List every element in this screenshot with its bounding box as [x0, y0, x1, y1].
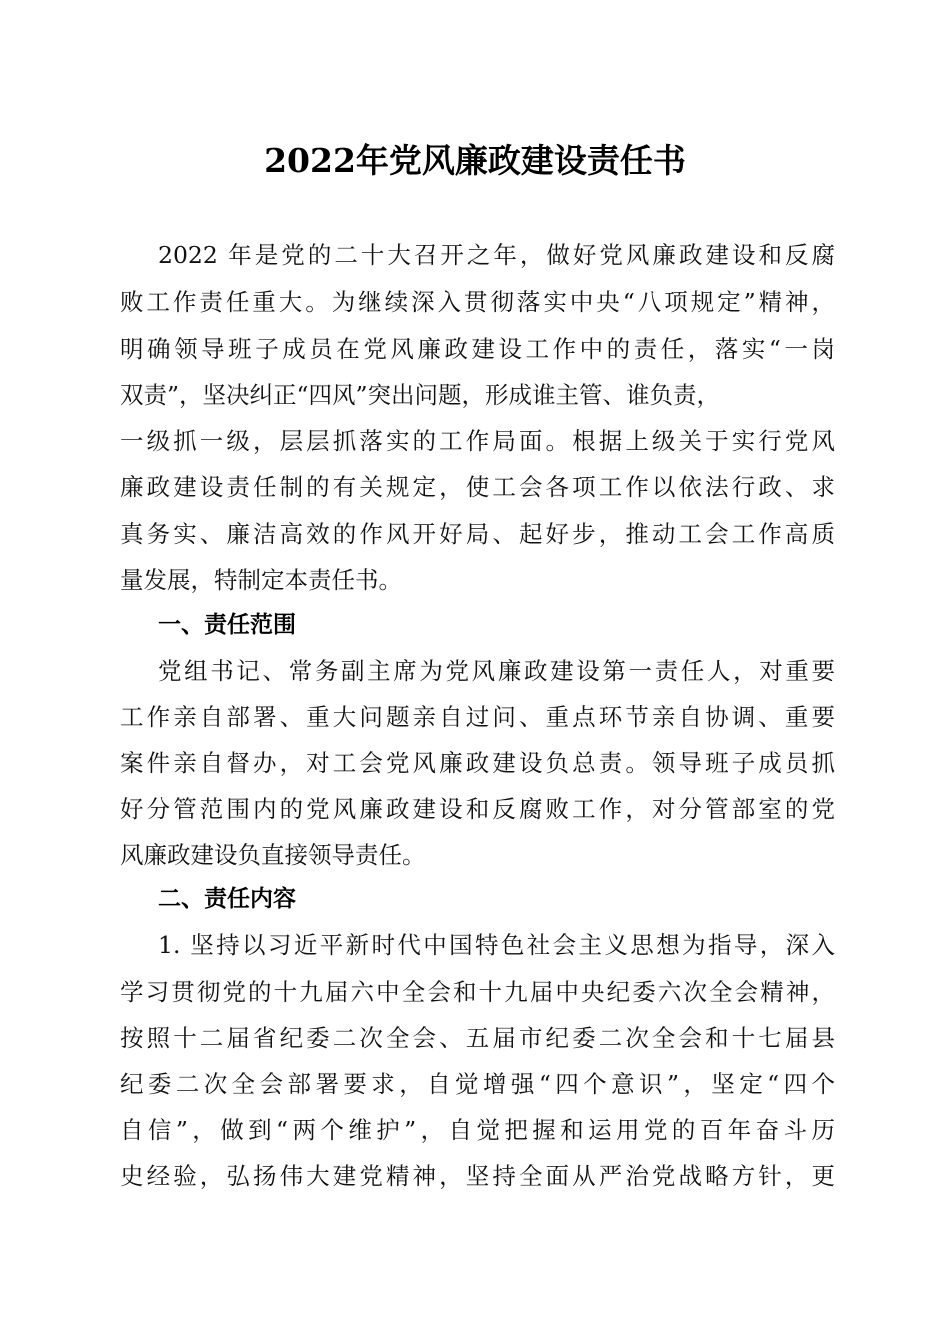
section2-line: 纪委二次全会部署要求，自觉增强“四个意识”，坚定“四个 [120, 1070, 835, 1098]
section-heading-scope: 一、责任范围 [158, 612, 296, 638]
intro-line: 真务实、廉洁高效的作风开好局、起好步，推动工会工作高质 [120, 520, 835, 548]
section2-line: 史经验，弘扬伟大建党精神，坚持全面从严治党战略方针，更 [120, 1162, 835, 1190]
intro-line: 廉政建设责任制的有关规定，使工会各项工作以依法行政、求 [120, 473, 835, 501]
section1-line: 工作亲自部署、重大问题亲自过问、重点环节亲自协调、重要 [120, 703, 835, 731]
intro-line: 一级抓一级，层层抓落实的工作局面。根据上级关于实行党风 [120, 427, 835, 455]
section2-line: 1. 坚持以习近平新时代中国特色社会主义思想为指导，深入 [158, 931, 835, 959]
section1-line: 党组书记、常务副主席为党风廉政建设第一责任人，对重要 [158, 657, 835, 685]
intro-line: 败工作责任重大。为继续深入贯彻落实中央“八项规定”精神， [120, 288, 835, 316]
section1-line: 好分管范围内的党风廉政建设和反腐败工作，对分管部室的党 [120, 795, 835, 823]
intro-line: 2022 年是党的二十大召开之年，做好党风廉政建设和反腐 [158, 241, 835, 269]
section2-line: 按照十二届省纪委二次全会、五届市纪委二次全会和十七届县 [120, 1024, 835, 1052]
intro-line: 量发展，特制定本责任书。 [120, 566, 402, 594]
section1-line: 风廉政建设负直接领导责任。 [120, 841, 426, 869]
section2-line: 学习贯彻党的十九届六中全会和十九届中央纪委六次全会精神， [120, 978, 835, 1006]
document-title: 2022年党风廉政建设责任书 [264, 141, 686, 180]
intro-line: 双责”，坚决纠正“四风”突出问题，形成谁主管、谁负责， [120, 381, 721, 409]
section-heading-content: 二、责任内容 [158, 886, 296, 912]
section1-line: 案件亲自督办，对工会党风廉政建设负总责。领导班子成员抓 [120, 749, 835, 777]
section2-line: 自信”，做到“两个维护”，自觉把握和运用党的百年奋斗历 [120, 1116, 835, 1144]
intro-line: 明确领导班子成员在党风廉政建设工作中的责任，落实“一岗 [120, 335, 835, 363]
